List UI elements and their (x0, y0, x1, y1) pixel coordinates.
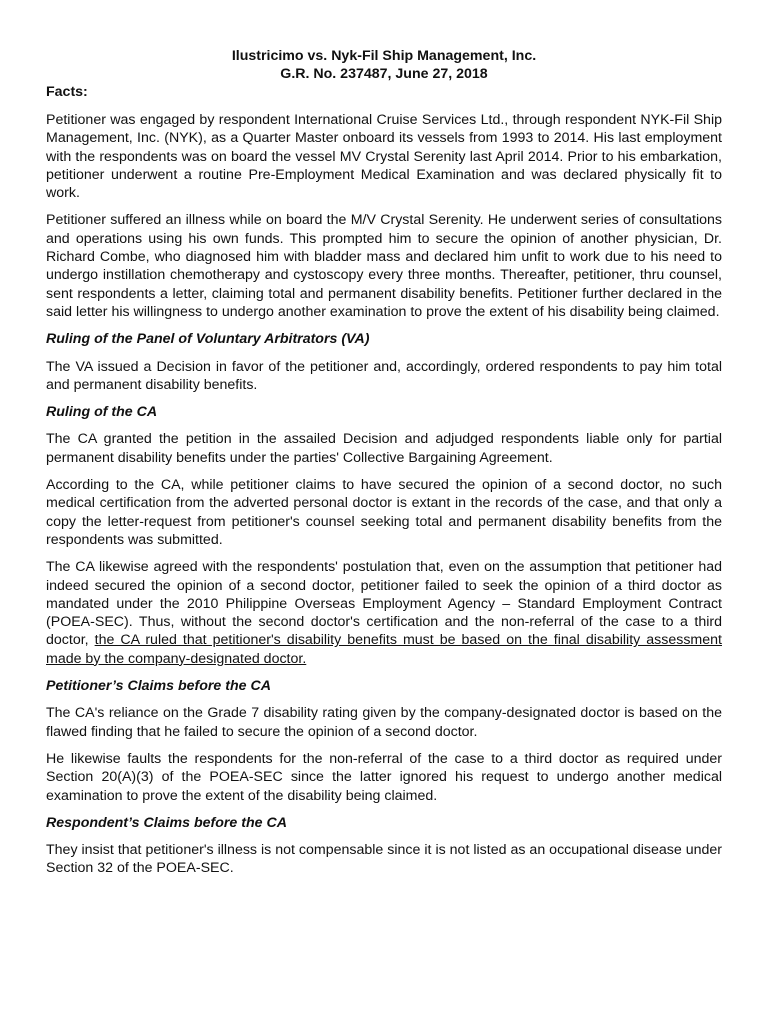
facts-paragraph-2: Petitioner suffered an illness while on board the M/V Crystal Serenity. He underwent series of consultations and operations using his own funds. This prompted him to secure the opinion of another physician, Dr. Richard Combe, who diagnosed him with bladder mass and declared him unfit to work due to his need to undergo instillation chemotherapy and cystoscopy every three months. Thereafter, petitioner, thru counsel, sent respondents a letter, claiming total and permanent disability benefits. Petitioner further declared in the said letter his willingness to undergo another examination to prove the extent of his disability being claimed. (46, 212, 722, 320)
petitioner-claims-paragraph-2: He likewise faults the respondents for the non-referral of the case to a third doctor as required under Section 20(A)(3) of the POEA-SEC since the latter ignored his request to undergo another medical examination to prove the extent of the disability being claimed. (46, 750, 722, 804)
facts-label: Facts: (46, 84, 88, 100)
petitioner-claims-paragraph-1: The CA's reliance on the Grade 7 disability rating given by the company-designated doctor is based on the flawed finding that he failed to secure the opinion of a second doctor. (46, 705, 722, 740)
ca-ruling-underlined-text: the CA ruled that petitioner's disability benefits must be based on the final disability assessment made by the company-designated doctor. (46, 632, 722, 667)
va-ruling-heading: Ruling of the Panel of Voluntary Arbitrators (VA) (46, 331, 370, 348)
ca-ruling-paragraph-3 (46, 558, 722, 668)
case-citation: G.R. No. 237487, June 27, 2018 (280, 66, 488, 82)
petitioner-claims-heading: Petitioner’s Claims before the CA (46, 678, 271, 695)
ca-ruling-paragraph-1: The CA granted the petition in the assailed Decision and adjudged respondents liable only for partial permanent disability benefits under the parties' Collective Bargaining Agreement. (46, 431, 722, 466)
ca-ruling-heading: Ruling of the CA (46, 404, 158, 421)
facts-paragraph-1: Petitioner was engaged by respondent International Cruise Services Ltd., through respondent NYK-Fil Ship Management, Inc. (NYK), as a Quarter Master onboard its vessels from 1993 to 2014. His last employment with the respondents was on board the vessel MV Crystal Serenity last April 2014. Prior to his embarkation, petitioner underwent a routine Pre-Employment Medical Examination and was declared physically fit to work. (46, 112, 722, 202)
ca-ruling-paragraph-2: According to the CA, while petitioner claims to have secured the opinion of a second doctor, no such medical certification from the adverted personal doctor is extant in the records of the case, and that only a copy the letter-request from petitioner's counsel seeking total and permanent disability benefits from the respondents was submitted. (46, 477, 722, 548)
va-ruling-paragraph: The VA issued a Decision in favor of the petitioner and, accordingly, ordered respondents to pay him total and permanent disability benefits. (46, 358, 722, 393)
document-page (46, 47, 722, 887)
ca-ruling-paragraph-3-text: The CA likewise agreed with the respondents' postulation that, even on the assumption that petitioner had indeed secured the opinion of a second doctor, petitioner failed to seek the opinion of a third doctor as mandated under the 2010 Philippine Overseas Employment Agency – Standard Employment Contract (POEA-SEC). Thus, without the second doctor's certification and the non-referral of the case to a third doctor, (46, 559, 722, 649)
respondent-claims-paragraph: They insist that petitioner's illness is not compensable since it is not listed as an occupational disease under Section 32 of the POEA-SEC. (46, 842, 722, 877)
case-title: Ilustricimo vs. Nyk-Fil Ship Management, Inc. (231, 48, 537, 64)
respondent-claims-heading: Respondent’s Claims before the CA (46, 814, 287, 831)
